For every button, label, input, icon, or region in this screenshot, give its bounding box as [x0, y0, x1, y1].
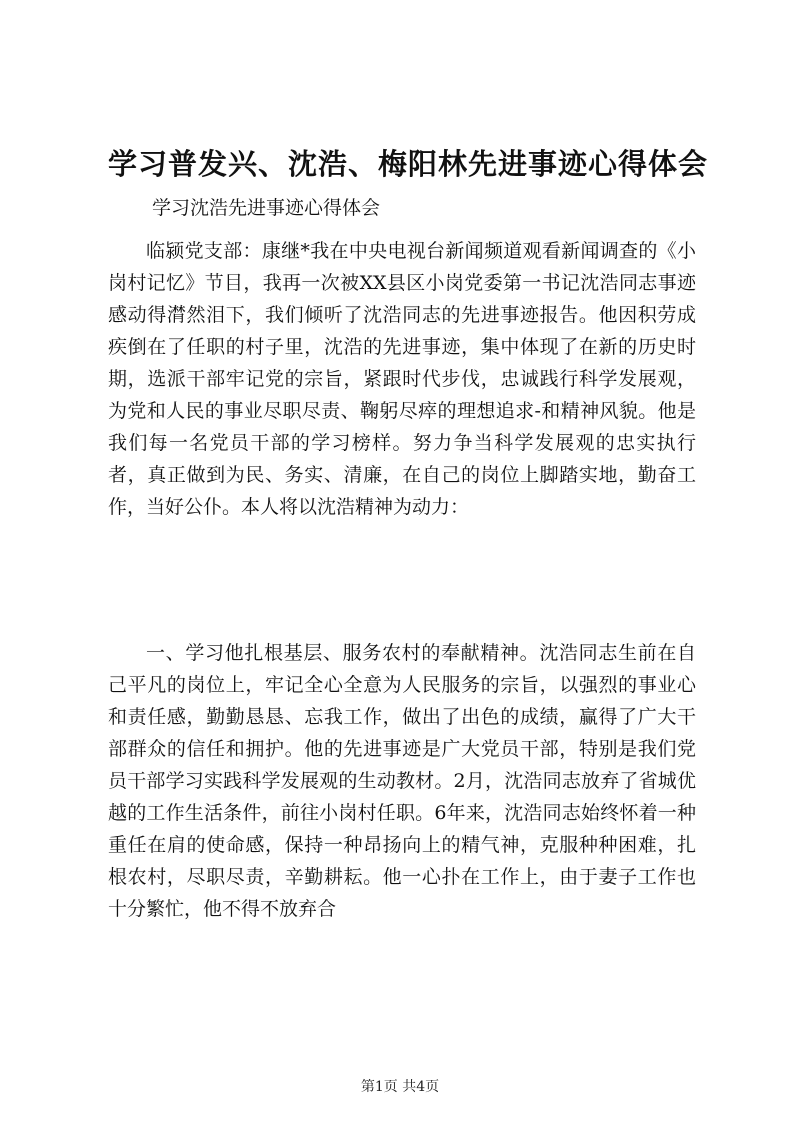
body-paragraph-1: 临颍党支部：康继*我在中央电视台新闻频道观看新闻调查的《小岗村记忆》节目，我再一次被XX县区小岗党委第一书记沈浩同志事迹感动得潸然泪下，我们倾听了沈浩同志的先进事迹报告。他因积劳成疾倒在了任职的村子里，沈浩的先进事迹，集中体现了在新的历史时期，选派干部牢记党的宗旨，紧跟时代步伐，忠诚践行科学发展观，为党和人民的事业尽职尽责、鞠躬尽瘁的理想追求-和精神风貌。他是我们每一名党员干部的学习榜样。努力争当科学发展观的忠实执行者，真正做到为民、务实、清廉，在自己的岗位上脚踏实地，勤奋工作，当好公仆。本人将以沈浩精神为动力：: [108, 240, 696, 518]
page-number-footer: 第1页 共4页: [360, 1079, 440, 1095]
body-paragraph-2: 一、学习他扎根基层、服务农村的奉献精神。沈浩同志生前在自己平凡的岗位上，牢记全心全意为人民服务的宗旨，以强烈的事业心和责任感，勤勤恳恳、忘我工作，做出了出色的成绩，赢得了广大干部群众的信任和拥护。他的先进事迹是广大党员干部，特别是我们党员干部学习实践科学发展观的生动教材。2月，沈浩同志放弃了省城优越的工作生活条件，前往小岗村任职。6年来，沈浩同志始终怀着一种重任在肩的使命感，保持一种昂扬向上的精气神，克服种种困难，扎根农村，尽职尽责，辛勤耕耘。他一心扑在工作上，由于妻子工作也十分繁忙，他不得不放弃合: [108, 642, 696, 920]
document-subtitle: 学习沈浩先进事迹心得体会: [152, 197, 381, 219]
document-title: 学习普发兴、沈浩、梅阳林先进事迹心得体会: [108, 147, 709, 181]
